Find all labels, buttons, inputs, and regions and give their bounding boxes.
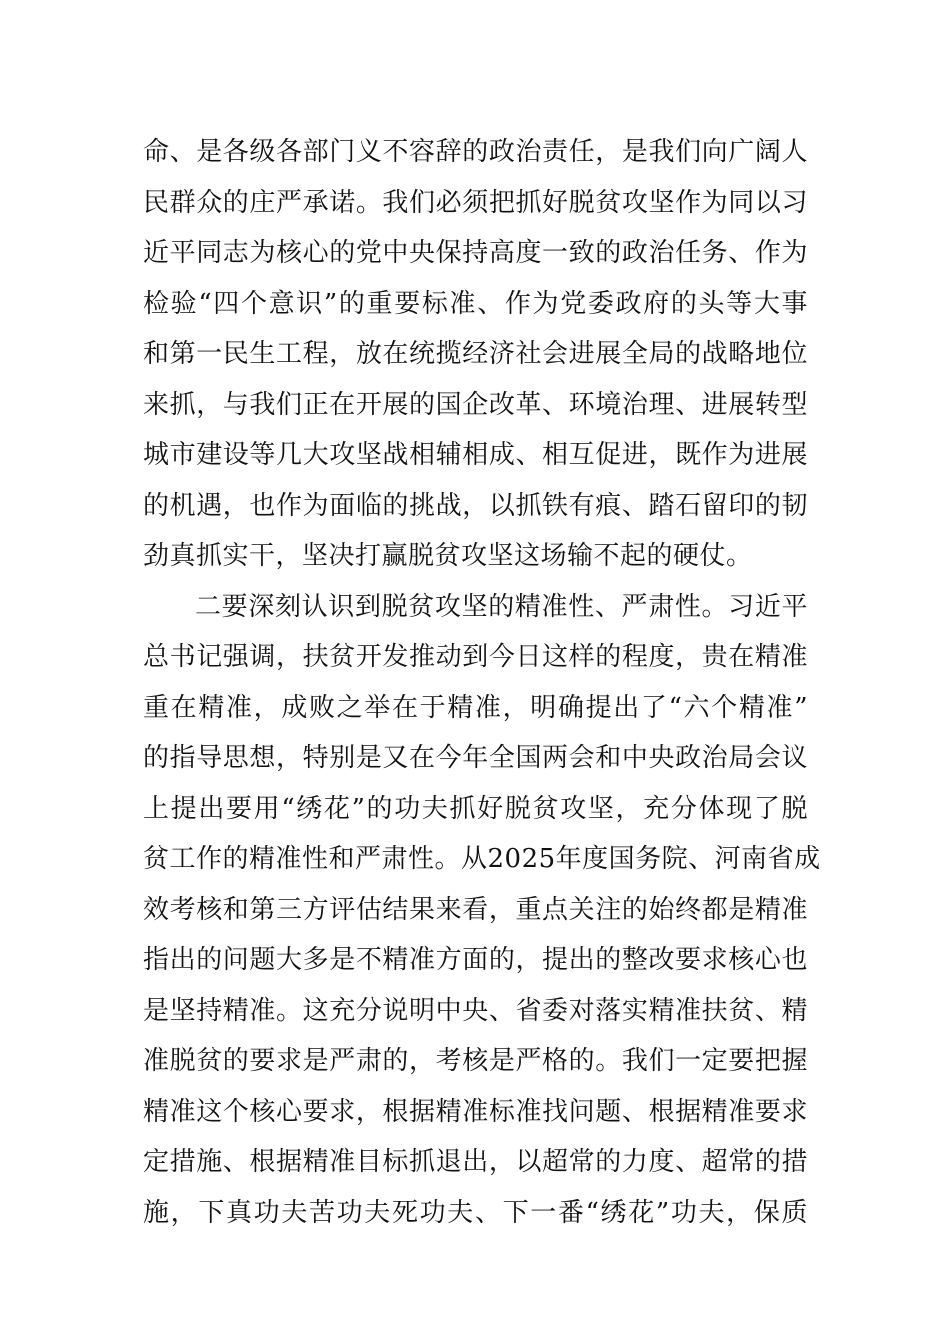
paragraph-1-line-7: 城市建设等几大攻坚战相辅相成、相互促进，既作为进展 xyxy=(143,440,808,470)
paragraph-2-line-10: 准脱贫的要求是严肃的，考核是严格的。我们一定要把握 xyxy=(143,1046,808,1076)
paragraph-1-line-3: 近平同志为核心的党中央保持高度一致的政治任务、作为 xyxy=(143,238,808,268)
paragraph-2-line-6: 贫工作的精准性和严肃性。从2025年度国务院、河南省成 xyxy=(143,844,821,874)
paragraph-1-line-2: 民群众的庄严承诺。我们必须把抓好脱贫攻坚作为同以习 xyxy=(143,187,808,218)
paragraph-2-line-5: 上提出要用“绣花”的功夫抓好脱贫攻坚，充分体现了脱 xyxy=(143,793,808,824)
paragraph-2-line-8: 指出的问题大多是不精准方面的，提出的整改要求核心也 xyxy=(143,945,808,975)
paragraph-2-line-2: 总书记强调，扶贫开发推动到今日这样的程度，贵在精准 xyxy=(143,642,808,672)
paragraph-1-line-5: 和第一民生工程，放在统揽经济社会进展全局的战略地位 xyxy=(143,339,808,369)
paragraph-1-line-6: 来抓，与我们正在开展的国企改革、环境治理、进展转型 xyxy=(143,389,808,420)
paragraph-1-line-4: 检验“四个意识”的重要标准、作为党委政府的头等大事 xyxy=(143,288,808,319)
paragraph-2-line-4: 的指导思想，特别是又在今年全国两会和中央政治局会议 xyxy=(143,743,808,773)
paragraph-2-line-12: 定措施、根据精准目标抓退出，以超常的力度、超常的措 xyxy=(143,1147,808,1177)
paragraph-2-line-13: 施，下真功夫苦功夫死功夫、下一番“绣花”功夫，保质 xyxy=(143,1197,808,1228)
paragraph-2-line-11: 精准这个核心要求，根据精准标准找问题、根据精准要求 xyxy=(143,1096,808,1127)
document-body xyxy=(143,127,821,1238)
paragraph-1-line-8: 的机遇，也作为面临的挑战，以抓铁有痕、踏石留印的韧 xyxy=(143,490,808,521)
paragraph-2-line-3: 重在精准，成败之举在于精准，明确提出了“六个精准” xyxy=(143,692,808,723)
paragraph-1-line-9: 劲真抓实干，坚决打赢脱贫攻坚这场输不起的硬仗。 xyxy=(143,541,753,571)
paragraph-2-line-7: 效考核和第三方评估结果来看，重点关注的始终都是精准 xyxy=(143,894,808,925)
paragraph-1-line-1: 命、是各级各部门义不容辞的政治责任，是我们向广阔人 xyxy=(143,137,808,167)
paragraph-2-line-9: 是坚持精准。这充分说明中央、省委对落实精准扶贫、精 xyxy=(143,995,808,1026)
paragraph-2-line-1: 二要深刻认识到脱贫攻坚的精准性、严肃性。习近平 xyxy=(195,591,808,622)
